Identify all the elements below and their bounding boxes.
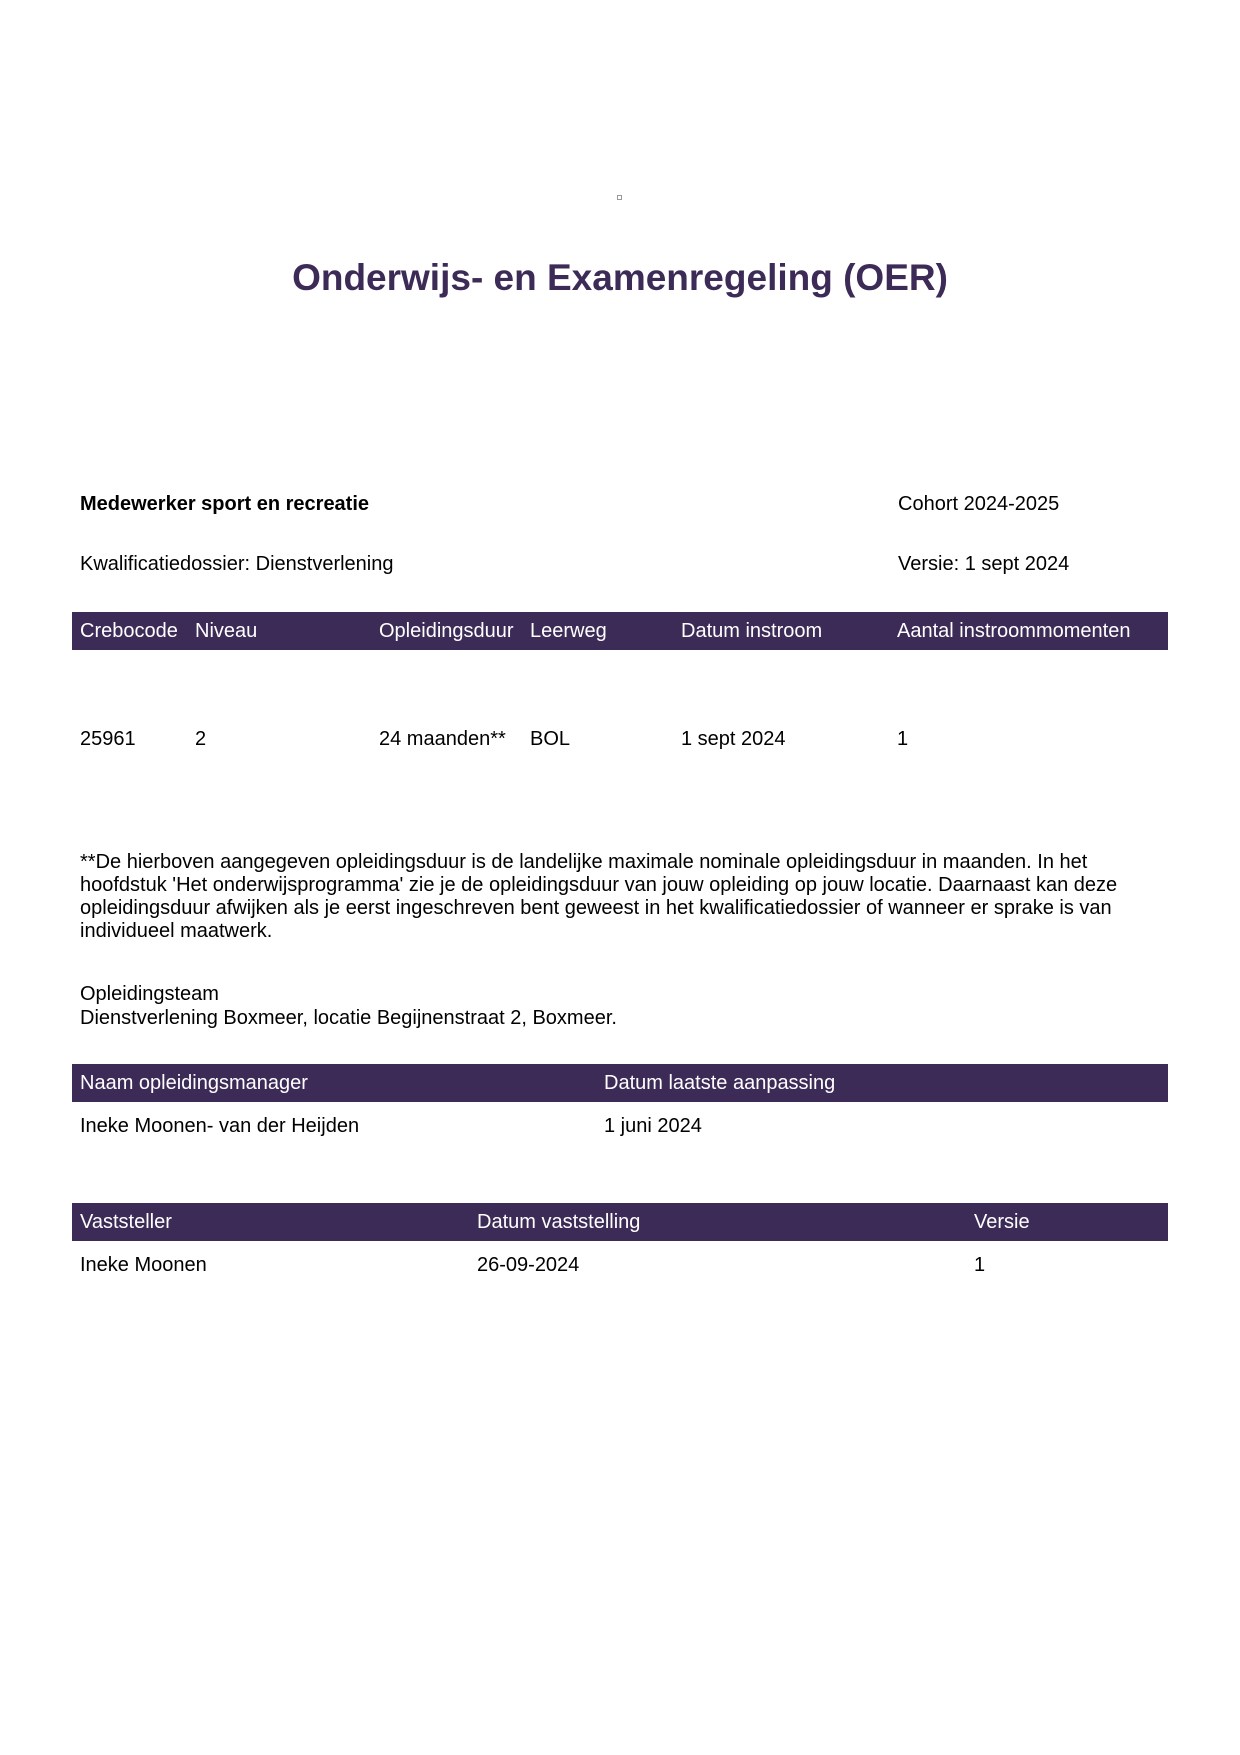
team-label: Opleidingsteam [80,983,219,1005]
table-row [72,1102,1168,1150]
cell-crebocode: 25961 [80,728,136,750]
cell-leerweg: BOL [530,728,571,750]
header-aantal-instroommomenten: Aantal instroommomenten [889,612,1168,650]
program-name: Medewerker sport en recreatie [80,493,370,515]
manager-table [72,1064,1168,1150]
program-table [72,612,1168,828]
duration-footnote: **De hierboven aangegeven opleidingsduur is de landelijke maximale nominale opleidingsduur in maanden. In het hoofdstuk 'Het onderwijsprogramma' zie je de opleidingsduur van jouw opleiding op jouw locatie. Daarnaast kan deze opleidingsduur afwijken als je eerst ingeschreven bent geweest in het kwalificatiedossier of wanneer er sprake is van individueel maatwerk. [80,851,1118,942]
cell-vaststeller: Ineke Moonen [80,1254,207,1276]
table-header-row [72,1203,1168,1241]
qualification-dossier: Kwalificatiedossier: Dienstverlening [80,553,394,575]
cell-datum-instroom: 1 sept 2024 [681,728,786,750]
table-row [72,650,1168,828]
table-row [72,1241,1168,1289]
header-datum-laatste-aanpassing: Datum laatste aanpassing [596,1064,1168,1102]
header-niveau: Niveau [187,612,371,650]
header-leerweg: Leerweg [522,612,673,650]
header-versie: Versie [966,1203,1168,1241]
table-header-row [72,612,1168,650]
cell-aantal-instroommomenten: 1 [897,728,909,750]
cell-versie: 1 [974,1254,986,1276]
cohort-label: Cohort 2024-2025 [898,493,1060,515]
cell-opleidingsduur: 24 maanden** [379,728,506,750]
version-label: Versie: 1 sept 2024 [898,553,1070,575]
header-datum-vaststelling: Datum vaststelling [469,1203,966,1241]
cell-manager-name: Ineke Moonen- van der Heijden [80,1115,360,1137]
team-location: Dienstverlening Boxmeer, locatie Begijnenstraat 2, Boxmeer. [80,1007,617,1029]
cell-datum-vaststelling: 26-09-2024 [477,1254,580,1276]
header-vaststeller: Vaststeller [72,1203,469,1241]
approval-table [72,1203,1168,1289]
cell-last-modified: 1 juni 2024 [604,1115,702,1137]
team-block [80,982,617,1030]
header-datum-instroom: Datum instroom [673,612,889,650]
header-naam-opleidingsmanager: Naam opleidingsmanager [72,1064,596,1102]
table-header-row [72,1064,1168,1102]
cell-niveau: 2 [195,728,207,750]
header-crebocode: Crebocode [72,612,187,650]
page-title: Onderwijs- en Examenregeling (OER) [292,257,948,298]
header-opleidingsduur: Opleidingsduur [371,612,522,650]
logo-placeholder-icon [617,195,622,200]
